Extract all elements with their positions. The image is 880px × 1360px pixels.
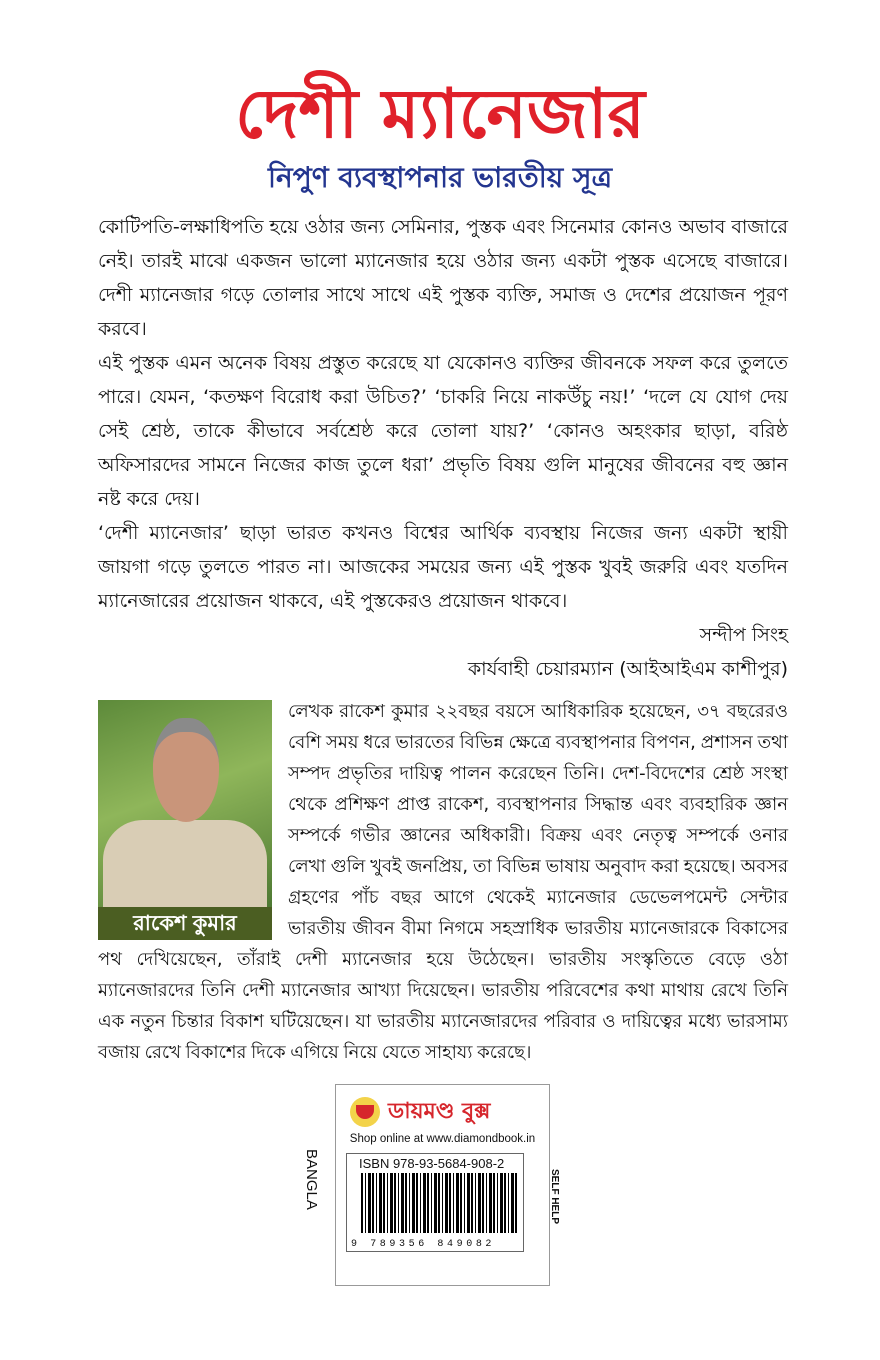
barcode: [346, 1153, 524, 1252]
author-figure-body: [103, 820, 267, 910]
publisher-box: [335, 1084, 550, 1286]
blurb-paragraph: ‘দেশী ম্যানেজার’ ছাড়া ভারত কখনও বিশ্বের আর্থিক ব্যবস্থায় নিজের জন্য একটা স্থায়ী জায়গা গড়ে তুলতে পারত না। আজকের সময়ের জন্য এই পুস্তক খুবই জরুরি এবং যতদিন ম্যানেজারের প্রয়োজন থাকবে, এই পুস্তকেরও প্রয়োজন থাকবে।: [98, 522, 788, 612]
barcode-digits: 9 789356 849082: [351, 1239, 496, 1250]
blurb-paragraph: এই পুস্তক এমন অনেক বিষয় প্রস্তুত করেছে যা যেকোনও ব্যক্তির জীবনকে সফল করে তুলতে পারে। যেমন, ‘কতক্ষণ বিরোধ করা উচিত?’ ‘চাকরি নিয়ে নাকউঁচু নয়!’ ‘দলে যে যোগ দেয় সেই শ্রেষ্ঠ, তাকে কীভাবে সর্বশ্রেষ্ঠ করে তোলা যায়?’ ‘কোনও অহংকার ছাড়া, বরিষ্ঠ অফিসারদের সামনে নিজের কাজ তুলে ধরা’ প্রভৃতি বিষয় গুলি মানুষের জীবনের বহু জ্ঞান নষ্ট করে দেয়।: [98, 352, 788, 510]
diamond-logo-icon: [350, 1097, 380, 1127]
publisher-logo: [350, 1095, 540, 1129]
signature-name: সন্দীপ সিংহ: [699, 624, 788, 646]
author-photo-caption: রাকেশ কুমার: [98, 907, 272, 940]
isbn-text: ISBN 978-93-5684-908-2: [359, 1156, 505, 1171]
author-bio: লেখক রাকেশ কুমার ২২বছর বয়সে আধিকারিক হয়েছেন, ৩৭ বছরেরও বেশি সময় ধরে ভারতের বিভিন্ন ক্ষেত্রে ব্যবস্থাপনার বিপণন, প্রশাসন তথা সম্পদ প্রভৃতির দায়িত্ব পালন করেছেন তিনি। দেশ-বিদেশের শ্রেষ্ঠ সংস্থা থেকে প্রশিক্ষণ প্রাপ্ত রাকেশ, ব্যবস্থাপনার সিদ্ধান্ত এবং ব্যবহারিক জ্ঞান সম্পর্কে গভীর জ্ঞানের অধিকারী। বিক্রয় এবং নেতৃত্ব সম্পর্কে ওনার লেখা গুলি খুবই জনপ্রিয়, তা বিভিন্ন ভাষায় অনুবাদ করা হয়েছে। অবসর গ্রহণের পাঁচ বছর আগে থেকেই ম্যানেজার ডেভেলপমেন্ট সেন্টার ভারতীয় জীবন বীমা নিগমে সহস্রাধিক ভারতীয় ম্যানেজারকে বিকাসের পথ দেখিয়েছেন, তাঁরাই দেশী ম্যানেজার হয়ে উঠেছেন। ভারতীয় সংস্কৃতিতে বেড়ে ওঠা ম্যানেজারদের তিনি দেশী ম্যানেজার আখ্যা দিয়েছেন। ভারতীয় পরিবেশের কথা মাথায় রেখে তিনি এক নতুন চিন্তার বিকাশ ঘটিয়েছেন। যা ভারতীয় ম্যানেজারদের পরিবার ও দায়িত্বের মধ্যে ভারসাম্য বজায় রেখে বিকাশের দিকে এগিয়ে নিয়ে যেতে সাহায্য করেছে।: [98, 701, 788, 1063]
language-label: BANGLA: [303, 1149, 320, 1210]
lower-section: [98, 696, 788, 1316]
author-photo: [98, 700, 272, 940]
publisher-logo-text: ডায়মণ্ড বুক্স: [388, 1098, 491, 1124]
blurb-paragraph: কোটিপতি-লক্ষাধিপতি হয়ে ওঠার জন্য সেমিনার, পুস্তক এবং সিনেমার কোনও অভাব বাজারে নেই। তারই মাঝে একজন ভালো ম্যানেজার হয়ে ওঠার জন্য একটা পুস্তক এসেছে বাজারে। দেশী ম্যানেজার গড়ে তোলার সাথে সাথে এই পুস্তক ব্যক্তি, সমাজ ও দেশের প্রয়োজন পূরণ করবে।: [98, 216, 788, 340]
shop-online-text: Shop online at www.diamondbook.in: [349, 1133, 536, 1145]
book-title: দেশী ম্যানেজার: [235, 75, 645, 154]
publisher-row: [98, 1084, 788, 1286]
author-figure-head: [153, 718, 219, 822]
signature-title: কার্যবাহী চেয়ারম্যান (আইআইএম কাশীপুর): [467, 658, 788, 680]
category-label: SELF HELP: [549, 1169, 560, 1225]
author-section: [98, 696, 788, 1068]
blurb: [98, 210, 788, 686]
book-subtitle: নিপুণ ব্যবস্থাপনার ভারতীয় সূত্র: [267, 161, 613, 194]
barcode-bars: [361, 1173, 519, 1233]
